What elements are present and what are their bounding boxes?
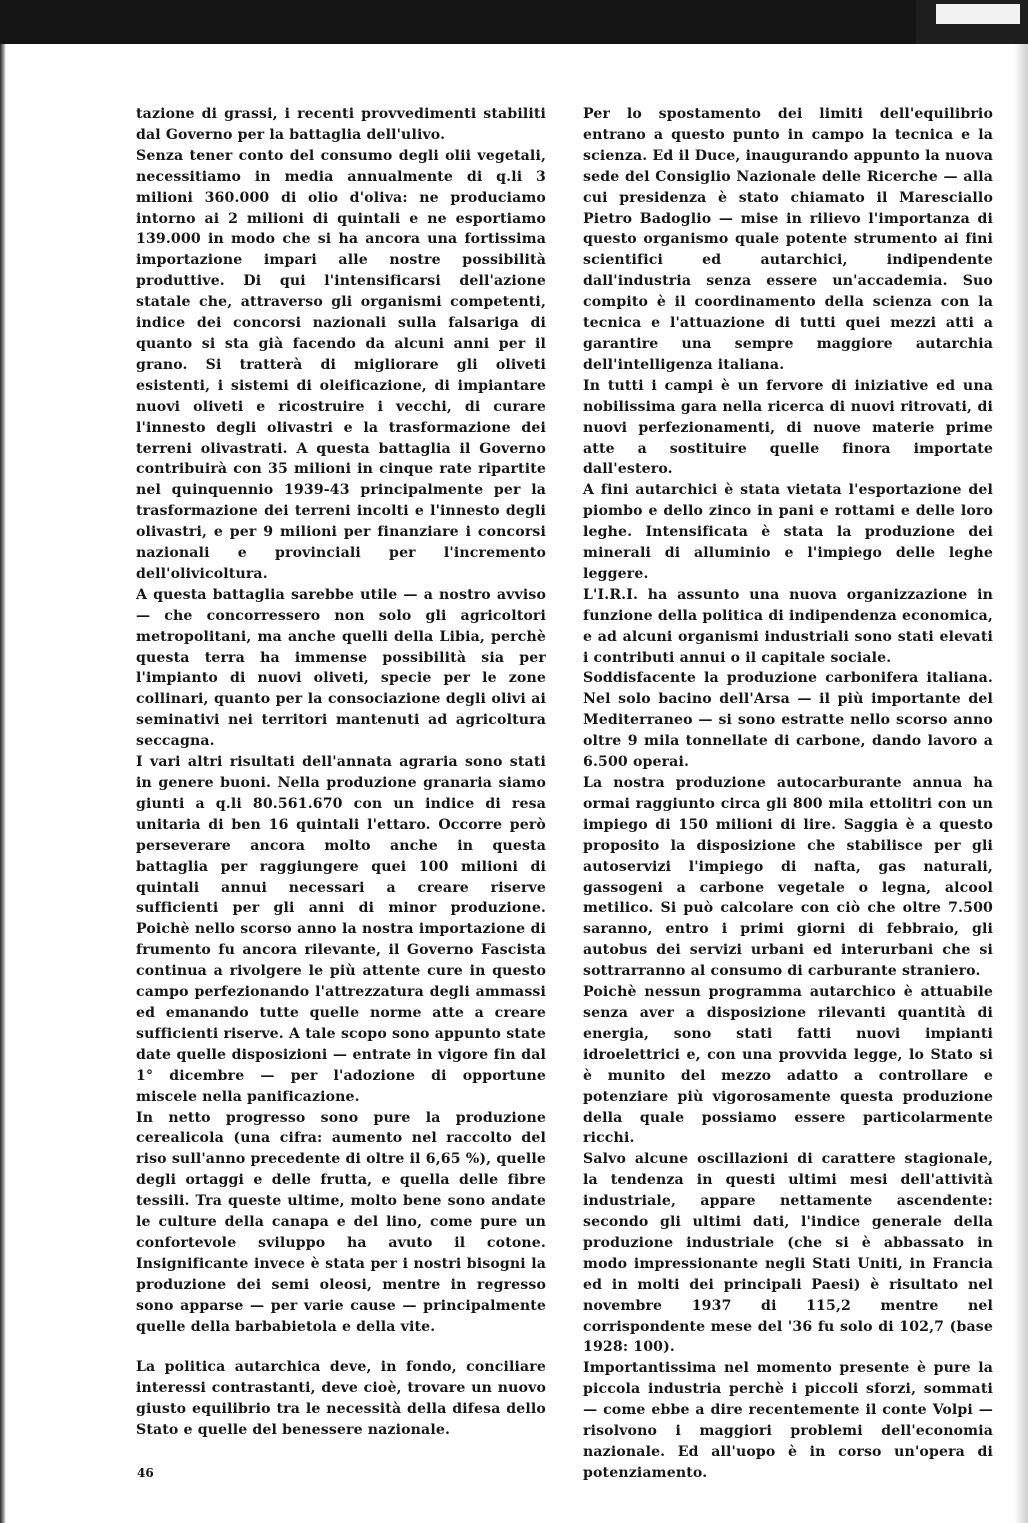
paragraph: I vari altri risultati dell'annata agraria sono stati in genere buoni. Nella produzione granaria siamo giunti a q.li 80.561.670 con un indice di resa unitaria di ben 16 quintali l'ettaro. Occorre però perseverare ancora molto anche in questa battaglia per raggiungere quei 100 milioni di quintali annui necessari a creare riserve sufficienti per gli anni di minor produzione. Poichè nello scorso anno la nostra importazione di frumento fu ancora rilevante, il Governo Fascista continua a rivolgere le più attente cure in questo campo perfezionando l'attrezzatura degli ammassi ed emanando tutte quelle norme atte a creare sufficienti riserve. A tale scopo sono appunto state date quelle disposizioni — entrate in vigore fin dal 1° dicembre — per l'adozione di opportune miscele nella panificazione. — [136, 754, 546, 1105]
paragraph: L'I.R.I. ha assunto una nuova organizzazione in funzione della politica di indipendenza economica, e ad alcuni organismi industriali sono stati elevati i contributi annui o il capitale sociale. — [583, 586, 993, 666]
paragraph: Importantissima nel momento presente è pure la piccola industria perchè i piccoli sforzi, sommati — come ebbe a dire recentemente il conte Volpi — risolvono i maggiori problemi dell'economia nazionale. Ed all'uopo è in corso un'opera di potenziamento. — [583, 1360, 993, 1481]
paragraph: In tutti i campi è un fervore di iniziative ed una nobilissima gara nella ricerca di nuovi ritrovati, di nuovi perfezionamenti, di nuove materie prime atte a sostituire quelle finora importate dall'estero. — [583, 377, 993, 478]
page-number: 46 — [137, 1466, 154, 1480]
left-text-column — [136, 104, 546, 1441]
paragraph: Salvo alcune oscillazioni di carattere stagionale, la tendenza in questi ultimi mesi dell'attività industriale, appare nettamente ascendente: secondo gli ultimi dati, l'indice generale della produzione industriale (che si è abbassato in modo impressionante negli Stati Uniti, in Francia ed in molti dei principali Paesi) è risultato nel novembre 1937 di 115,2 mentre nel corrispondente mese del '36 fu solo di 102,7 (base 1928: 100). — [583, 1151, 993, 1356]
paragraph: Per lo spostamento dei limiti dell'equilibrio entrano a questo punto in campo la tecnica e la scienza. Ed il Duce, inaugurando appunto la nuova sede del Consiglio Nazionale delle Ricerche — alla cui presidenza è stato chiamato il Maresciallo Pietro Badoglio — mise in rilievo l'importanza di questo organismo quale potente strumento ai fini scientifici ed autarchici, indipendente dall'industria senza essere un'accademia. Suo compito è il coordinamento della scienza con la tecnica e l'attuazione di tutti quei mezzi atti a garantire una sempre maggiore autarchia dell'intelligenza italiana. — [583, 106, 993, 373]
scan-border-top — [0, 0, 1028, 44]
paragraph: La politica autarchica deve, in fondo, conciliare interessi contrastanti, deve cioè, trovare un nuovo giusto equilibrio tra le necessità della difesa dello Stato e quelle del benessere nazionale. — [136, 1359, 546, 1439]
paragraph: A questa battaglia sarebbe utile — a nostro avviso — che concorressero non solo gli agricoltori metropolitani, ma anche quelli della Libia, perchè questa terra ha immense possibilità sia per l'impianto di nuovi oliveti, specie per le zone collinari, quanto per la consociazione degli olivi ai seminativi nei territori mantenuti ad agricoltura seccagna. — [136, 586, 546, 750]
paragraph: Poichè nessun programma autarchico è attuabile senza aver a disposizione rilevanti quantità di energia, sono stati fatti nuovi impianti idroelettrici e, con una provvida legge, lo Stato si è munito del mezzo adatto a controllare e potenziare più vigorosamente questa produzione della quale possiamo essere particolarmente ricchi. — [583, 984, 993, 1147]
paragraph: tazione di grassi, i recenti provvedimenti stabiliti dal Governo per la battaglia dell'ulivo. — [136, 106, 546, 143]
paragraph: La nostra produzione autocarburante annua ha ormai raggiunto circa gli 800 mila ettolitri con un impiego di 150 milioni di lire. Saggia è a questo proposito la disposizione che stabilisce per gli autoservizi l'impiego di nafta, gas naturali, gassogeni a carbone vegetale o legna, alcool metilico. Si può calcolare con ciò che oltre 7.500 saranno, entro i primi giorni di febbraio, gli autobus dei servizi urbani ed interurbani che si sottrarranno al consumo di carburante straniero. — [583, 775, 993, 980]
paragraph: Senza tener conto del consumo degli olii vegetali, necessitiamo in media annualmente di q.li 3 milioni 360.000 di olio d'oliva: ne produciamo intorno ai 2 milioni di quintali e ne esportiamo 139.000 in modo che si ha ancora una fortissima importazione impari alle nostre possibilità produttive. Di qui l'intensificarsi dell'azione statale che, attraverso gli organismi competenti, indice dei concorsi nazionali sulla falsariga di quanto si sta già facendo da alcuni anni per il grano. Si tratterà di migliorare gli oliveti esistenti, i sistemi di oleificazione, di impiantare nuovi oliveti e ricostruire i vecchi, di curare l'innesto degli olivastri e la trasformazione dei terreni olivastrati. A questa battaglia il Governo contribuirà con 35 milioni in cinque rate ripartite nel quinquennio 1939-43 principalmente per la trasformazione dei terreni incolti e l'innesto degli olivastri, e per 9 milioni per finanziare i concorsi nazionali e provinciali per l'incremento dell'olivicoltura. — [136, 147, 546, 582]
scan-border-left — [0, 44, 6, 1523]
scan-corner-highlight — [936, 4, 1020, 24]
paragraph: A fini autarchici è stata vietata l'esportazione del piombo e dello zinco in pani e rottami e delle loro leghe. Intensificata è stata la produzione dei minerali di alluminio e l'impiego delle leghe leggere. — [583, 482, 993, 582]
paragraph: In netto progresso sono pure la produzione cerealicola (una cifra: aumento nel raccolto del riso sull'anno precedente di oltre il 6,65 %), quelle degli ortaggi e delle frutta, e quella delle fibre tessili. Tra queste ultime, molto bene sono andate le culture della canapa e del lino, come pure un confortevole sviluppo ha avuto il cotone. Insignificante invece è stata per i nostri bisogni la produzione dei semi oleosi, mentre in regresso sono apparse — per varie cause — principalmente quelle della barbabietola e della vite. — [136, 1109, 546, 1335]
paragraph: Soddisfacente la produzione carbonifera italiana. Nel solo bacino dell'Arsa — il più importante del Mediterraneo — si sono estratte nello scorso anno oltre 9 mila tonnellate di carbone, dando lavoro a 6.500 operai. — [583, 670, 993, 771]
scan-border-right — [1014, 44, 1028, 1523]
right-text-column — [583, 104, 993, 1484]
